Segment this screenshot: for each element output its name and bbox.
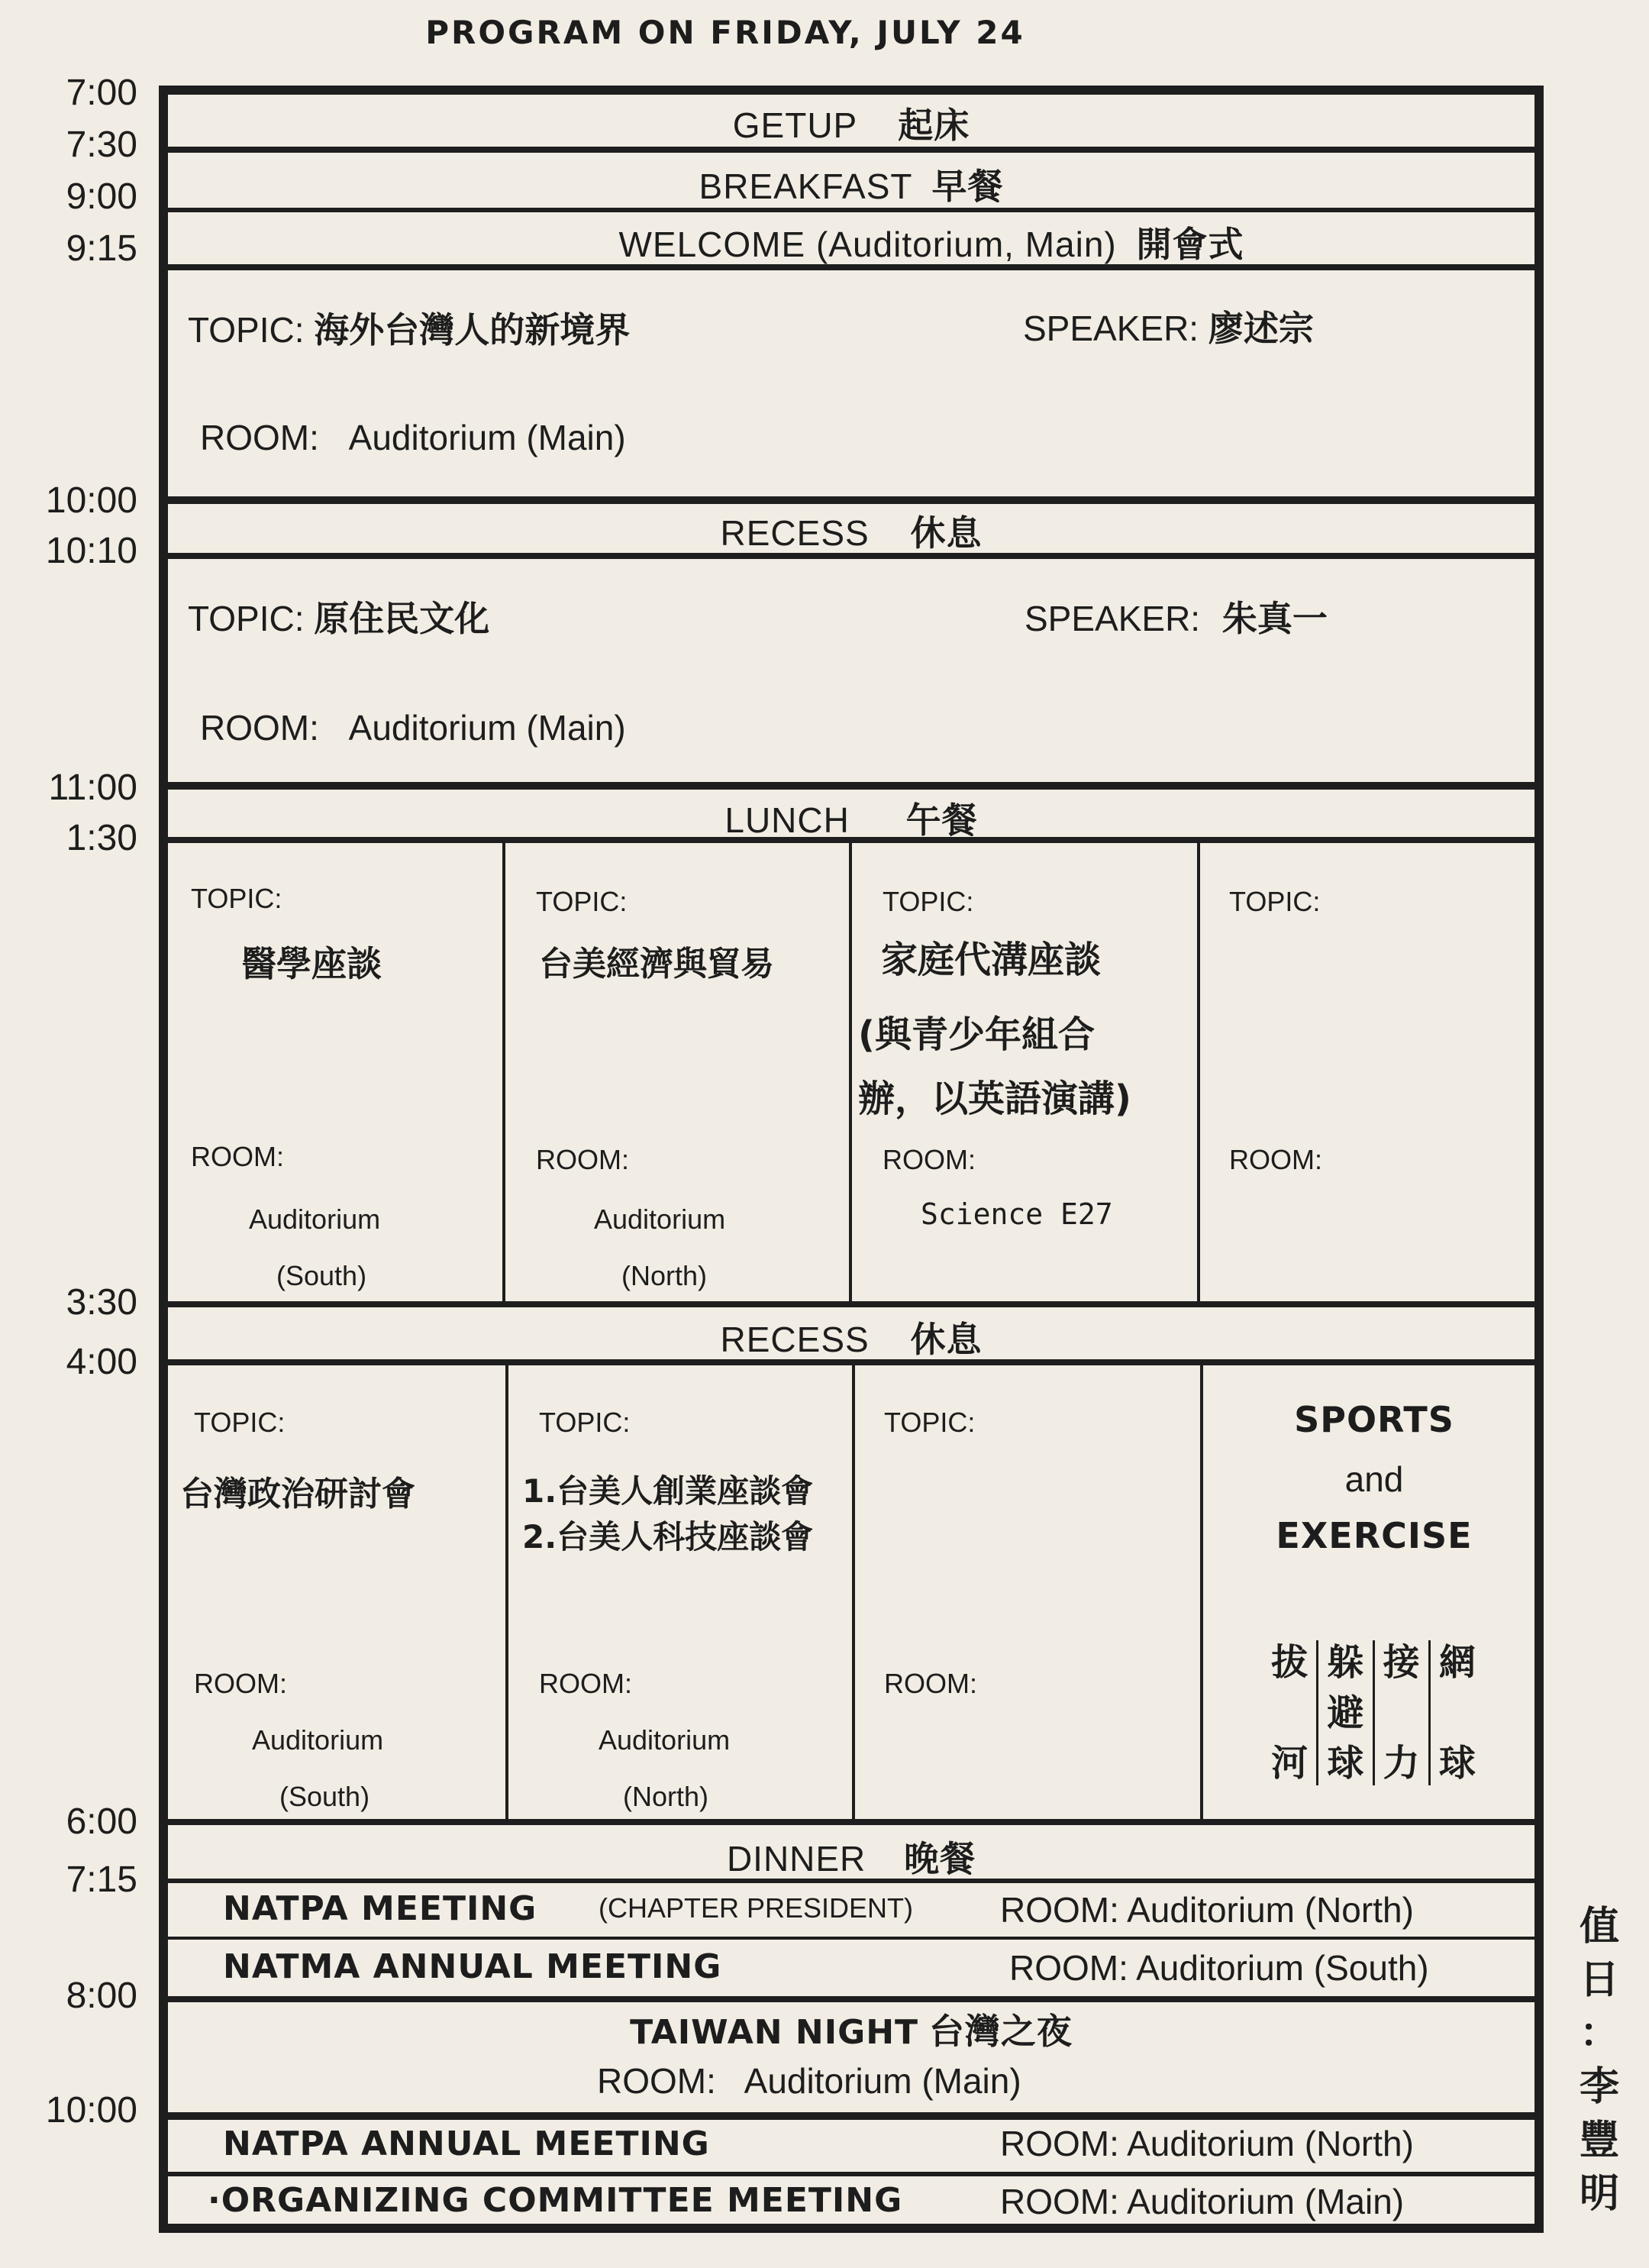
natma-meeting-room: ROOM: Auditorium (South) (1009, 1948, 1429, 1988)
room-label: ROOM: (883, 1144, 976, 1175)
room-label: ROOM: (539, 1668, 632, 1699)
organizing-room: ROOM: Auditorium (Main) (1000, 2182, 1405, 2221)
dinner-zh: 晚餐 (904, 1838, 976, 1879)
room-name: Science E27 (921, 1197, 1113, 1231)
room-label: ROOM: (200, 418, 319, 457)
breakfast-row (168, 159, 1534, 209)
sports-title: SPORTS (1294, 1399, 1454, 1440)
room-name: Auditorium (599, 1724, 731, 1756)
sports-item-relay: 接 力 (1375, 1640, 1431, 1785)
recess-zh: 休息 (910, 1319, 983, 1360)
room-label: ROOM: (884, 1668, 977, 1699)
natpa-meeting-room: ROOM: Auditorium (North) (1000, 1890, 1414, 1930)
recess-row (168, 506, 1534, 556)
divider (159, 496, 1544, 504)
time-label: 7:15 (66, 1859, 137, 1900)
getup-zh: 起床 (898, 105, 970, 146)
welcome-row (321, 217, 1542, 267)
breakfast-en: BREAKFAST (699, 166, 912, 206)
topic-title: 醫學座談 (241, 943, 382, 984)
speaker-label: SPEAKER: (1025, 599, 1201, 638)
topic1-line (188, 302, 630, 353)
organizing-name: ·ORGANIZING COMMITTEE MEETING (208, 2181, 903, 2220)
welcome-zh: 開會式 (1136, 224, 1244, 265)
sports-and: and (1344, 1459, 1404, 1499)
room-name: Auditorium (Main) (744, 2061, 1021, 2101)
divider (159, 1937, 1544, 1940)
duty-officer: 值 日 ： 李 豐 明 (1579, 1904, 1619, 2217)
column-divider (502, 843, 505, 1301)
topic-label: TOPIC: (1229, 886, 1321, 917)
sports-list (1263, 1640, 1484, 1785)
room-name: Auditorium (249, 1203, 381, 1235)
topic-label: TOPIC: (191, 883, 282, 914)
room-name: (North) (623, 1781, 709, 1812)
topic-label: TOPIC: (884, 1407, 976, 1438)
time-label: 8:00 (66, 1976, 137, 2016)
room-label: ROOM: (200, 708, 319, 748)
topic-title: 1.台美人創業座談會 (522, 1472, 814, 1510)
column-divider (1197, 843, 1200, 1301)
room-name: Auditorium (Main) (348, 708, 626, 748)
room-label: ROOM: (597, 2061, 716, 2101)
room-name: (North) (621, 1260, 708, 1291)
topic-title-line2: (與青少年組合 (858, 1013, 1095, 1056)
divider (159, 1996, 1544, 2002)
topic-title: 原住民文化 (314, 598, 490, 639)
dinner-row (168, 1831, 1534, 1882)
column-divider (852, 1365, 855, 1819)
divider (159, 1301, 1544, 1307)
time-label: 10:00 (45, 2090, 137, 2131)
room-label: ROOM: (194, 1668, 287, 1699)
speaker-label: SPEAKER: (1023, 309, 1199, 348)
room-name: Auditorium (594, 1203, 726, 1235)
time-label: 3:30 (66, 1282, 137, 1323)
recess-en: RECESS (720, 513, 870, 553)
time-label: 1:30 (66, 818, 137, 858)
column-divider (505, 1365, 508, 1819)
room2-line (200, 707, 626, 748)
divider (159, 2112, 1544, 2120)
time-label: 7:30 (66, 124, 137, 165)
column-divider (849, 843, 852, 1301)
room-label: ROOM: (1229, 1144, 1322, 1175)
breakfast-zh: 早餐 (931, 166, 1004, 207)
time-label: 9:15 (66, 228, 137, 269)
room1-line (200, 417, 626, 458)
topic-title: 家庭代溝座談 (881, 939, 1102, 981)
lunch-en: LUNCH (724, 800, 850, 840)
room-name: Auditorium (Main) (348, 418, 626, 457)
speaker1-line (1023, 301, 1314, 351)
natpa-annual-name: NATPA ANNUAL MEETING (223, 2124, 710, 2163)
topic-label: TOPIC: (188, 599, 305, 638)
room-label: ROOM: (191, 1141, 284, 1172)
natpa-annual-room: ROOM: Auditorium (North) (1000, 2124, 1414, 2163)
time-label: 11:00 (48, 767, 137, 808)
sports-item-tug-of-war: 拔 河 (1263, 1640, 1318, 1785)
taiwan-night-room (597, 2060, 1021, 2102)
time-label: 4:00 (66, 1342, 137, 1382)
topic-label: TOPIC: (194, 1407, 286, 1438)
topic-title: 台灣政治研討會 (180, 1475, 415, 1514)
recess-zh: 休息 (910, 512, 983, 554)
time-label: 9:00 (66, 176, 137, 217)
speaker2-line (1025, 591, 1328, 641)
page-title: PROGRAM ON FRIDAY, JULY 24 (425, 14, 1025, 51)
topic-title-line3: 辦，以英語演講) (858, 1077, 1131, 1120)
time-label: 10:00 (45, 480, 137, 521)
room-label: ROOM: (536, 1144, 629, 1175)
lunch-row (168, 793, 1534, 843)
time-label: 6:00 (66, 1801, 137, 1842)
recess-row (168, 1312, 1534, 1362)
getup-row (168, 98, 1534, 148)
taiwan-night-en: TAIWAN NIGHT (630, 2013, 919, 2052)
speaker-name: 朱真一 (1221, 598, 1328, 639)
topic2-line (188, 591, 489, 641)
room-name: (South) (276, 1260, 367, 1291)
divider (159, 2172, 1544, 2176)
welcome-en: WELCOME (Auditorium, Main) (618, 225, 1117, 264)
dinner-en: DINNER (726, 1839, 866, 1879)
time-label: 7:00 (66, 73, 137, 113)
divider (159, 1819, 1544, 1825)
column-divider (1200, 1365, 1203, 1819)
sports-item-dodgeball: 躲 避 球 (1318, 1640, 1374, 1785)
lunch-zh: 午餐 (905, 800, 978, 841)
speaker-name: 廖述宗 (1208, 308, 1314, 349)
natpa-meeting-name: NATPA MEETING (223, 1889, 537, 1928)
topic-title: 海外台灣人的新境界 (314, 309, 631, 351)
natpa-meeting-note: (CHAPTER PRESIDENT) (599, 1892, 914, 1924)
topic-title: 台美經濟與貿易 (539, 945, 774, 984)
recess-en: RECESS (720, 1320, 870, 1359)
topic-label: TOPIC: (188, 310, 305, 350)
room-name: (South) (279, 1781, 370, 1812)
topic-label: TOPIC: (883, 886, 974, 917)
sports-item-tennis: 網 球 (1438, 1641, 1476, 1785)
topic-label: TOPIC: (536, 886, 628, 917)
natma-meeting-name: NATMA ANNUAL MEETING (223, 1947, 722, 1986)
topic-title-line2: 2.台美人科技座談會 (522, 1518, 814, 1556)
topic-label: TOPIC: (539, 1407, 631, 1438)
time-label: 10:10 (45, 531, 137, 571)
exercise-title: EXERCISE (1276, 1515, 1473, 1556)
taiwan-night-row (168, 2004, 1534, 2054)
room-name: Auditorium (252, 1724, 384, 1756)
getup-en: GETUP (732, 105, 857, 145)
divider (159, 782, 1544, 790)
taiwan-night-zh: 台灣之夜 (928, 2011, 1073, 2052)
